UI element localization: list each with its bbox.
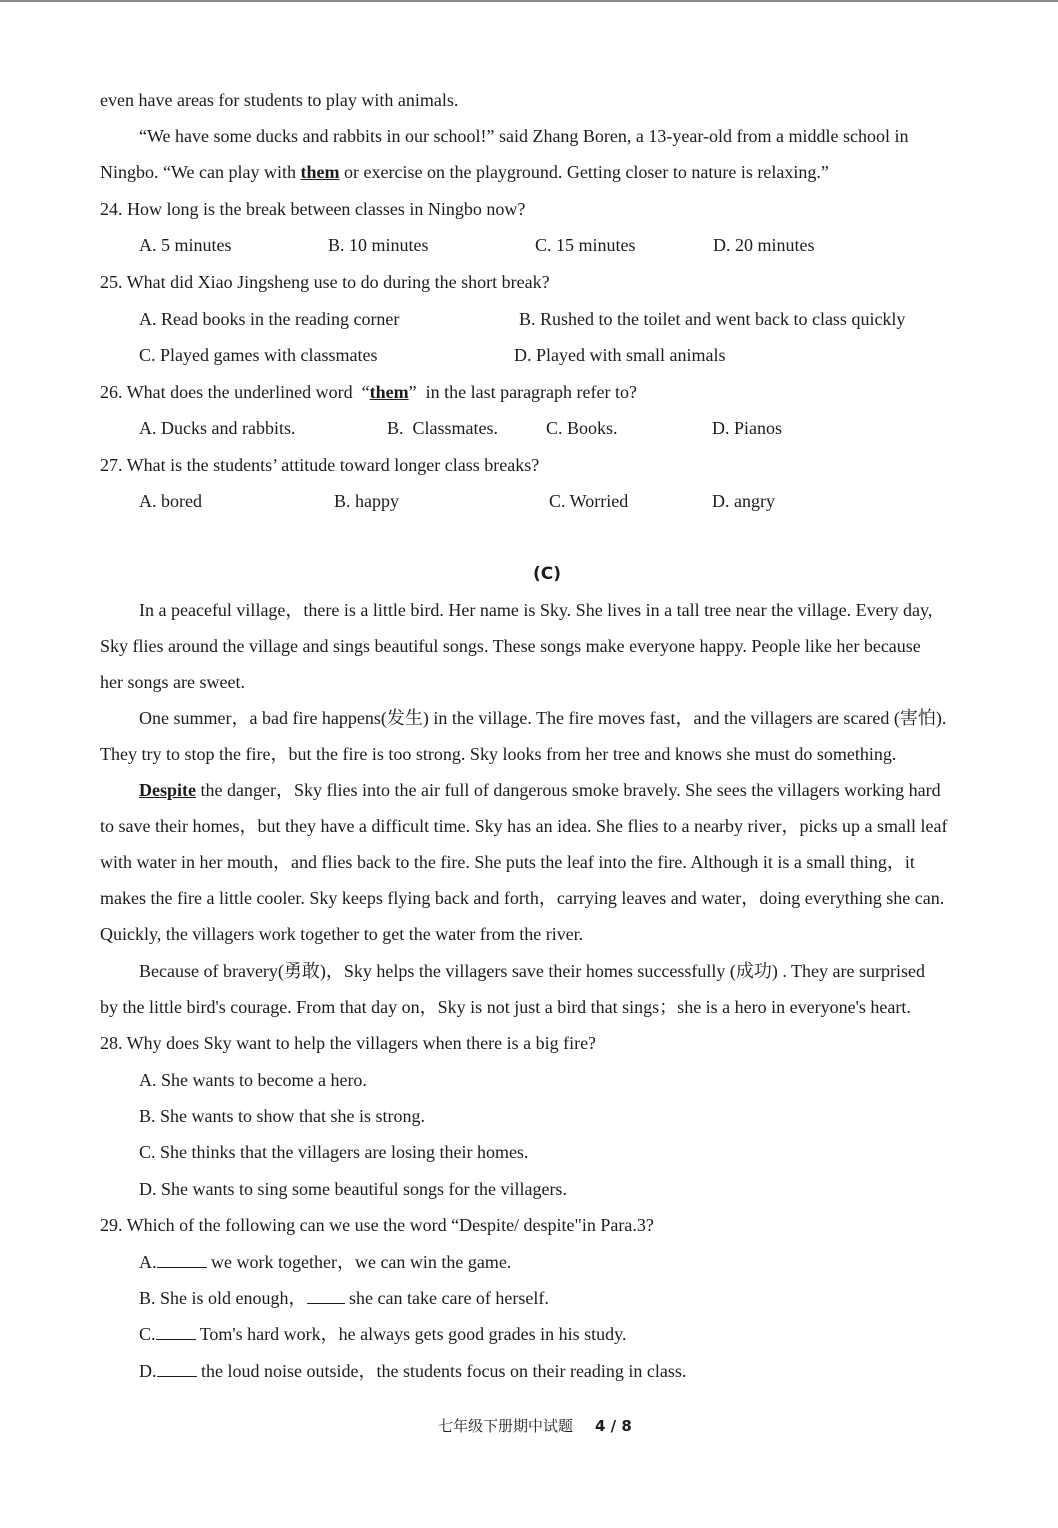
q28-option-b: B. She wants to show that she is strong. (139, 1106, 425, 1126)
passage-c-p1-line1: In a peaceful village，there is a little bird. Her name is Sky. She lives in a tall tree near the village. Every day, (139, 600, 933, 620)
passage-c-p3-line5: Quickly, the villagers work together to get the water from the river. (100, 924, 584, 944)
q29-a-text: we work together，we can win the game. (206, 1252, 512, 1272)
section-c-heading: (C) (533, 564, 562, 584)
q29-d-text: the loud noise outside，the students focus on their reading in class. (196, 1361, 687, 1381)
footer-title: 七年级下册期中试题 (438, 1417, 574, 1435)
q29-d-label: D. (139, 1361, 157, 1381)
q29-option-d (139, 1359, 686, 1383)
q27-option-a: A. bored (139, 491, 202, 511)
q24-option-b: B. 10 minutes (328, 235, 429, 255)
footer (438, 1414, 632, 1438)
passage-b-quote-line2 (100, 160, 829, 184)
answer-blank (157, 1362, 197, 1377)
passage-c-p2-line1: One summer，a bad fire happens(发生) in the village. The fire moves fast，and the villagers are scared (害怕). (139, 708, 947, 728)
answer-blank (157, 1253, 207, 1268)
passage-b-quote-line1: “We have some ducks and rabbits in our school!” said Zhang Boren, a 13-year-old from a middle school in (139, 126, 909, 146)
q29-option-a (139, 1250, 511, 1274)
question-26-stem (100, 380, 637, 404)
q26-option-b: B. Classmates. (387, 418, 498, 438)
q28-option-d: D. She wants to sing some beautiful songs for the villagers. (139, 1179, 567, 1199)
q26-stem-b: ” in the last paragraph refer to? (408, 382, 637, 402)
passage-b-line: even have areas for students to play with animals. (100, 90, 459, 110)
quote-text-a: Ningbo. “We can play with (100, 162, 301, 182)
q25-option-b: B. Rushed to the toilet and went back to class quickly (519, 309, 906, 329)
answer-blank (307, 1289, 345, 1304)
q25-option-a: A. Read books in the reading corner (139, 309, 400, 329)
underlined-word-despite: Despite (139, 780, 196, 800)
passage-c-p3-line3: with water in her mouth，and flies back to the fire. She puts the leaf into the fire. Although it is a small thing，it (100, 852, 915, 872)
question-27-stem: 27. What is the students’ attitude toward longer class breaks? (100, 455, 540, 475)
answer-blank (156, 1325, 196, 1340)
q29-c-label: C. (139, 1324, 156, 1344)
question-25-stem: 25. What did Xiao Jingsheng use to do during the short break? (100, 272, 550, 292)
p3-line1-text: the danger，Sky flies into the air full of dangerous smoke bravely. She sees the villagers working hard (196, 780, 941, 800)
q26-option-d: D. Pianos (712, 418, 783, 438)
q28-option-c: C. She thinks that the villagers are losing their homes. (139, 1142, 529, 1162)
q25-option-c: C. Played games with classmates (139, 345, 378, 365)
q27-option-c: C. Worried (549, 491, 629, 511)
q26-stem-a: 26. What does the underlined word “ (100, 382, 370, 402)
quote-text-b: or exercise on the playground. Getting closer to nature is relaxing.” (339, 162, 829, 182)
q29-b-text: she can take care of herself. (344, 1288, 549, 1308)
q27-option-d: D. angry (712, 491, 775, 511)
question-24-stem: 24. How long is the break between classes in Ningbo now? (100, 199, 526, 219)
passage-c-p3-line2: to save their homes，but they have a difficult time. Sky has an idea. She flies to a nearby river，picks up a small leaf (100, 816, 948, 836)
passage-c-p1-line3: her songs are sweet. (100, 672, 245, 692)
q29-b-label: B. She is old enough， (139, 1288, 307, 1308)
q29-a-label: A. (139, 1252, 157, 1272)
q26-underlined-word: them (369, 382, 409, 402)
passage-c-p4-line2: by the little bird's courage. From that day on，Sky is not just a bird that sings；she is a hero in everyone's heart. (100, 997, 911, 1017)
q25-option-d: D. Played with small animals (514, 345, 726, 365)
passage-c-p4-line1: Because of bravery(勇敢)，Sky helps the villagers save their homes successfully (成功) . They are surprised (139, 961, 925, 981)
top-border (0, 0, 1058, 2)
question-29-stem: 29. Which of the following can we use the word “Despite/ despite"in Para.3? (100, 1215, 654, 1235)
q29-option-c (139, 1322, 626, 1346)
q28-option-a: A. She wants to become a hero. (139, 1070, 367, 1090)
page-number: 4 / 8 (595, 1417, 632, 1435)
passage-c-p3-line1 (139, 778, 941, 802)
q24-option-c: C. 15 minutes (535, 235, 636, 255)
q29-option-b (139, 1286, 549, 1310)
q27-option-b: B. happy (334, 491, 399, 511)
q29-c-text: Tom's hard work，he always gets good grades in his study. (195, 1324, 627, 1344)
passage-c-p1-line2: Sky flies around the village and sings beautiful songs. These songs make everyone happy. People like her because (100, 636, 921, 656)
q26-option-c: C. Books. (546, 418, 618, 438)
question-28-stem: 28. Why does Sky want to help the villagers when there is a big fire? (100, 1033, 597, 1053)
passage-c-p2-line2: They try to stop the fire，but the fire is too strong. Sky looks from her tree and knows she must do something. (100, 744, 897, 764)
q24-option-a: A. 5 minutes (139, 235, 232, 255)
underlined-word-them: them (300, 162, 340, 182)
q24-option-d: D. 20 minutes (713, 235, 815, 255)
passage-c-p3-line4: makes the fire a little cooler. Sky keeps flying back and forth，carrying leaves and water，doing everything she can. (100, 888, 945, 908)
q26-option-a: A. Ducks and rabbits. (139, 418, 296, 438)
